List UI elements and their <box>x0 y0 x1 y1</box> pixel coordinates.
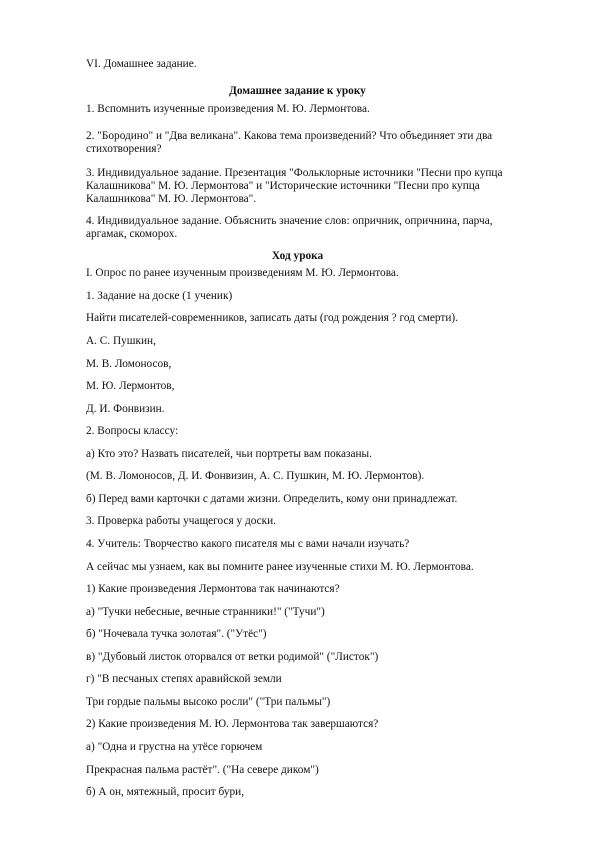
lesson-line: а) "Тучки небесные, вечные странники!" ("Тучи") <box>86 606 325 618</box>
lesson-line: 1) Какие произведения Лермонтова так начинаются? <box>86 583 340 595</box>
lesson-line: б) "Ночевала тучка золотая". ("Утёс") <box>86 628 267 640</box>
lesson-line: А. С. Пушкин, <box>86 335 156 347</box>
lesson-line: г) "В песчаных степях аравийской земли <box>86 673 282 685</box>
homework-line: Калашникова" М. Ю. Лермонтова". <box>86 193 257 205</box>
lesson-line: Прекрасная пальма растёт". ("На севере диком") <box>86 764 319 776</box>
lesson-line: б) Перед вами карточки с датами жизни. Определить, кому они принадлежат. <box>86 493 458 505</box>
lesson-line: А сейчас мы узнаем, как вы помните ранее изученные стихи М. Ю. Лермонтова. <box>86 561 474 573</box>
homework-line: 2. "Бородино" и "Два великана". Какова тема произведений? Что объединяет эти два <box>86 130 493 142</box>
lesson-line: 2. Вопросы классу: <box>86 425 179 437</box>
lesson-line: а) "Одна и грустна на утёсе горючем <box>86 741 263 753</box>
lesson-line: Три гордые пальмы высоко росли" ("Три пальмы") <box>86 696 331 708</box>
lesson-line: 4. Учитель: Творчество какого писателя мы с вами начали изучать? <box>86 538 410 550</box>
homework-line: аргамак, скоморох. <box>86 228 178 240</box>
homework-line: Калашникова" М. Ю. Лермонтова" и "Исторические источники "Песни про купца <box>86 180 480 192</box>
lesson-line: М. В. Ломоносов, <box>86 358 172 370</box>
lesson-line: б) А он, мятежный, просит бури, <box>86 786 245 798</box>
lesson-line: а) Кто это? Назвать писателей, чьи портреты вам показаны. <box>86 448 372 460</box>
homework-line: 3. Индивидуальное задание. Презентация "Фольклорные источники "Песни про купца <box>86 167 503 179</box>
homework-line: стихотворения? <box>86 143 162 155</box>
lesson-line: 2) Какие произведения М. Ю. Лермонтова так завершаются? <box>86 718 379 730</box>
lesson-line: (М. В. Ломоносов, Д. И. Фонвизин, А. С. Пушкин, М. Ю. Лермонтов). <box>86 470 425 482</box>
lesson-line: Д. И. Фонвизин. <box>86 403 165 415</box>
lesson-heading: Ход урока <box>271 250 324 262</box>
lesson-line: М. Ю. Лермонтов, <box>86 380 175 392</box>
homework-line: 4. Индивидуальное задание. Объяснить значение слов: опричник, опричнина, парча, <box>86 215 493 227</box>
lesson-line: 1. Задание на доске (1 ученик) <box>86 290 233 302</box>
homework-line: 1. Вспомнить изученные произведения М. Ю. Лермонтова. <box>86 103 370 115</box>
homework-heading: Домашнее задание к уроку <box>229 85 366 97</box>
lesson-line: Найти писателей-современников, записать даты (год рождения ? год смерти). <box>86 312 458 324</box>
lesson-line: I. Опрос по ранее изученным произведениям М. Ю. Лермонтова. <box>86 267 399 279</box>
lesson-line: 3. Проверка работы учащегося у доски. <box>86 515 276 527</box>
section-title: VI. Домашнее задание. <box>86 58 197 70</box>
lesson-line: в) "Дубовый листок оторвался от ветки родимой" ("Листок") <box>86 651 379 663</box>
